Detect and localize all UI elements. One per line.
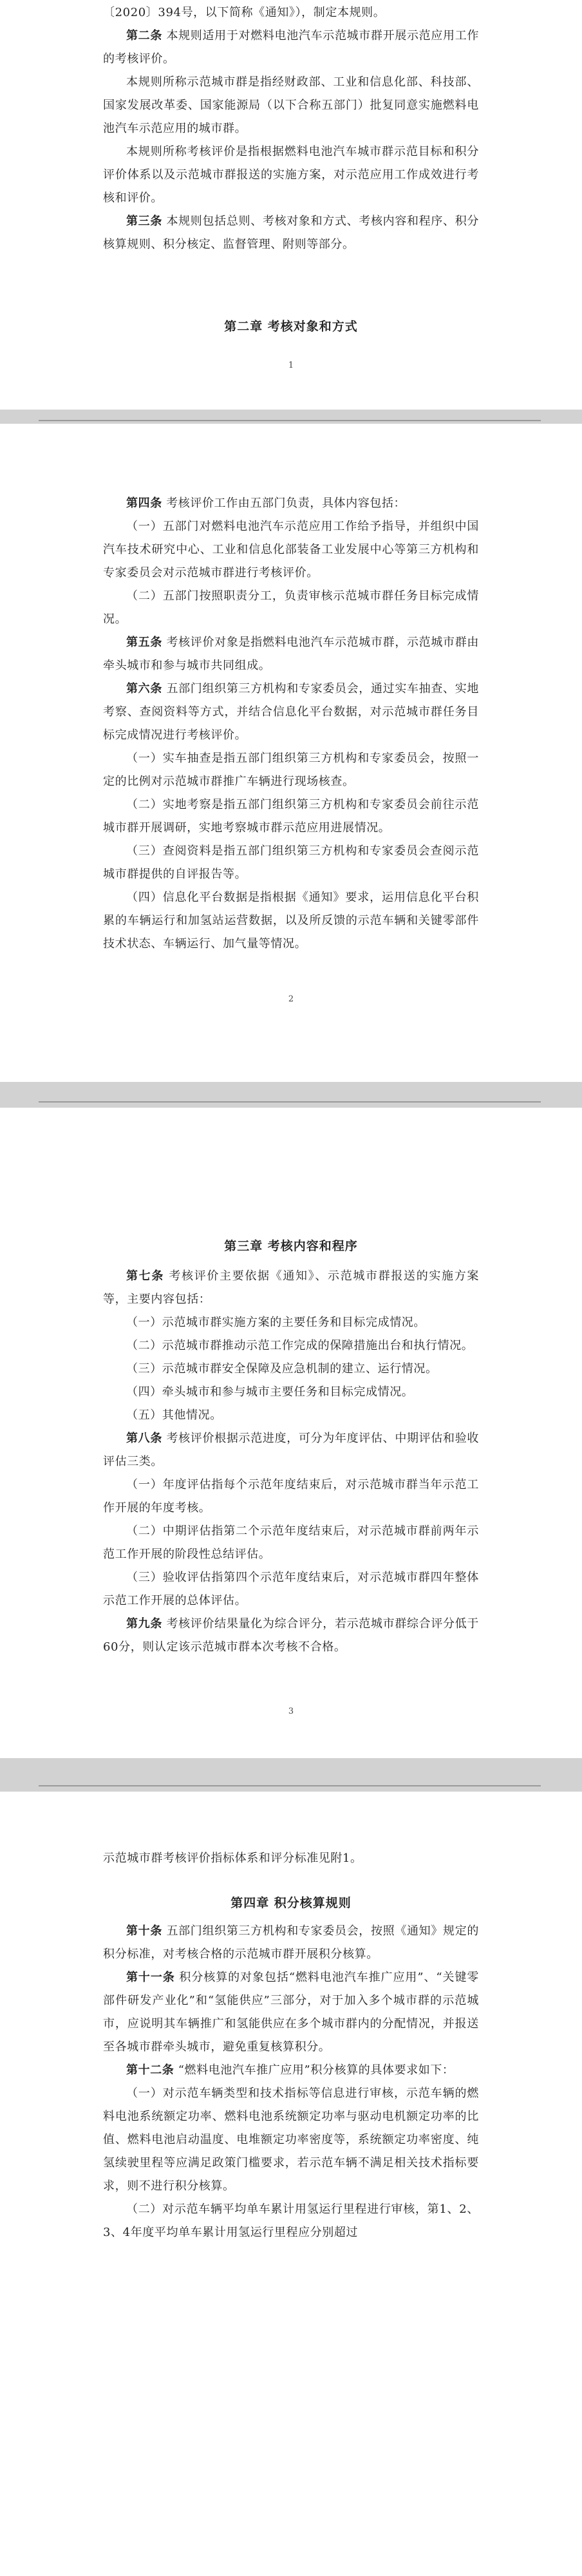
article-paragraph [103,677,479,747]
article-number: 第六条 [126,682,163,696]
paragraph-text: 本规则所称考核评价是指根据燃料电池汽车城市群示范目标和积分评价体系以及示范城市群报送的实施方案，对示范应用工作成效进行考核和评价。 [103,145,479,205]
article-paragraph [103,492,479,515]
article-paragraph [103,1427,479,1473]
page-separator [0,410,582,424]
chapter-heading: 第三章 考核内容和程序 [224,1239,358,1253]
article-number: 第五条 [126,636,163,649]
article-paragraph [103,1966,479,2059]
page-number: 2 [288,994,294,1004]
page-number: 3 [288,1707,294,1716]
paragraph-text: 本规则所称示范城市群是指经财政部、工业和信息化部、科技部、国家发展改革委、国家能源局（以下合称五部门）批复同意实施燃料电池汽车示范应用的城市群。 [103,75,479,135]
paragraph-text: （二）实地考察是指五部门组织第三方机构和专家委员会前往示范城市群开展调研，实地考察城市群示范应用进展情况。 [103,798,479,835]
paragraph [103,1847,479,1870]
paragraph-text: （二）示范城市群推动示范工作完成的保障措施出台和执行情况。 [126,1339,474,1352]
paragraph-text: （二）五部门按照职责分工，负责审核示范城市群任务目标完成情况。 [103,589,479,626]
page-edge [39,1785,541,1786]
paragraph [103,2198,479,2244]
paragraph-text: 考核评价对象是指燃料电池汽车示范城市群，示范城市群由牵头城市和参与城市共同组成。 [103,636,479,672]
page-edge [39,420,541,421]
document-page-1 [0,0,582,410]
page-edge [39,1101,541,1103]
article-paragraph [103,210,479,256]
article-paragraph [103,2059,479,2082]
paragraph-text: 考核评价主要依据《通知》、示范城市群报送的实施方案等，主要内容包括： [103,1269,479,1306]
paragraph-text: （二）对示范车辆平均单车累计用氢运行里程进行审核，第1、2、3、4年度平均单车累计用氢运行里程应分别超过 [103,2202,479,2239]
paragraph-text: （二）中期评估指第二个示范年度结束后，对示范城市群前两年示范工作开展的阶段性总结评估。 [103,1524,479,1561]
page-separator [0,1082,582,1108]
paragraph [103,1334,479,1358]
paragraph-text: 五部门组织第三方机构和专家委员会，按照《通知》规定的积分标准，对考核合格的示范城市群开展积分核算。 [103,1924,479,1961]
paragraph [103,1311,479,1334]
paragraph-text: 积分核算的对象包括“燃料电池汽车推广应用”、“关键零部件研发产业化”和“氢能供应”三部分，对于加入多个城市群的示范城市，应说明其车辆推广和氢能供应在多个城市群内的分配情况，并报送至各城市群牵头城市，避免重复核算积分。 [103,1971,479,2054]
document-page-3 [0,1108,582,1758]
paragraph-text: 示范城市群考核评价指标体系和评分标准见附1。 [103,1852,362,1865]
paragraph-text: （一）年度评估指每个示范年度结束后，对示范城市群当年示范工作开展的年度考核。 [103,1478,479,1515]
paragraph [103,140,479,210]
paragraph-text: （四）信息化平台数据是指根据《通知》要求，运用信息化平台积累的车辆运行和加氢站运营数据，以及所反馈的示范车辆和关键零部件技术状态、车辆运行、加气量等情况。 [103,891,479,951]
paragraph [103,747,479,793]
paragraph [103,2082,479,2198]
paragraph-text: （一）五部门对燃料电池汽车示范应用工作给予指导，并组织中国汽车技术研究中心、工业和信息化部装备工业发展中心等第三方机构和专家委员会对示范城市群进行考核评价。 [103,520,479,580]
article-paragraph [103,631,479,677]
paragraph-text: 五部门组织第三方机构和专家委员会，通过实车抽查、实地考察、查阅资料等方式，并结合信息化平台数据，对示范城市群任务目标完成情况进行考核评价。 [103,682,479,742]
paragraph [103,840,479,886]
chapter-heading: 第四章 积分核算规则 [230,1896,352,1910]
paragraph-text: “燃料电池汽车推广应用”积分核算的具体要求如下： [178,2063,455,2077]
article-number: 第十条 [126,1924,163,1938]
paragraph-text: （一）实车抽查是指五部门组织第三方机构和专家委员会，按照一定的比例对示范城市群推广车辆进行现场核查。 [103,752,479,788]
article-number: 第十一条 [126,1971,175,1984]
article-number: 第二条 [126,29,163,43]
article-number: 第十二条 [126,2063,174,2077]
article-paragraph [103,24,479,71]
paragraph-text: （三）示范城市群安全保障及应急机制的建立、运行情况。 [126,1362,438,1376]
article-number: 第三条 [126,214,163,228]
paragraph [103,1473,479,1520]
paragraph-text: （一）示范城市群实施方案的主要任务和目标完成情况。 [126,1316,426,1329]
paragraph-text: （一）对示范车辆类型和技术指标等信息进行审核，示范车辆的燃料电池系统额定功率、燃料电池系统额定功率与驱动电机额定功率的比值、燃料电池启动温度、电堆额定功率密度等，系统额定功率密度、纯氢续驶里程等应满足政策门槛要求，若示范车辆不满足相关技术指标要求，则不进行积分核算。 [103,2087,479,2193]
paragraph-text: （三）查阅资料是指五部门组织第三方机构和专家委员会查阅示范城市群提供的自评报告等。 [103,844,479,881]
paragraph-text: （四）牵头城市和参与城市主要任务和目标完成情况。 [126,1385,414,1399]
page-number: 1 [288,361,294,370]
article-number: 第九条 [126,1617,163,1631]
paragraph [103,71,479,140]
paragraph-text: 本规则包括总则、考核对象和方式、考核内容和程序、积分核算规则、积分核定、监督管理、附则等部分。 [103,214,479,251]
paragraph-text: 本规则适用于对燃料电池汽车示范城市群开展示范应用工作的考核评价。 [103,29,479,66]
paragraph [103,886,479,956]
document-page-4 [0,1792,582,2576]
article-number: 第八条 [126,1432,163,1445]
article-paragraph [103,1613,479,1659]
document-page-2 [0,424,582,1082]
paragraph-text: 考核评价根据示范进度，可分为年度评估、中期评估和验收评估三类。 [103,1432,479,1468]
article-paragraph [103,1265,479,1311]
paragraph [103,1566,479,1613]
article-paragraph [103,1920,479,1966]
article-number: 第四条 [126,497,162,510]
paragraph [103,1,479,24]
paragraph [103,1520,479,1566]
paragraph [103,1404,479,1427]
paragraph-text: 考核评价工作由五部门负责，具体内容包括： [166,497,406,510]
page-separator [0,1758,582,1792]
paragraph [103,515,479,585]
paragraph [103,585,479,631]
chapter-heading: 第二章 考核对象和方式 [224,319,358,334]
paragraph [103,1381,479,1404]
paragraph-text: 〔2020〕394号，以下简称《通知》），制定本规则。 [103,6,386,19]
paragraph-text: （五）其他情况。 [126,1408,222,1422]
paragraph-text: （三）验收评估指第四个示范年度结束后，对示范城市群四年整体示范工作开展的总体评估。 [103,1571,479,1607]
paragraph-text: 考核评价结果量化为综合评分，若示范城市群综合评分低于60分，则认定该示范城市群本次考核不合格。 [103,1617,479,1654]
paragraph [103,1358,479,1381]
article-number: 第七条 [126,1269,164,1283]
paragraph [103,793,479,840]
